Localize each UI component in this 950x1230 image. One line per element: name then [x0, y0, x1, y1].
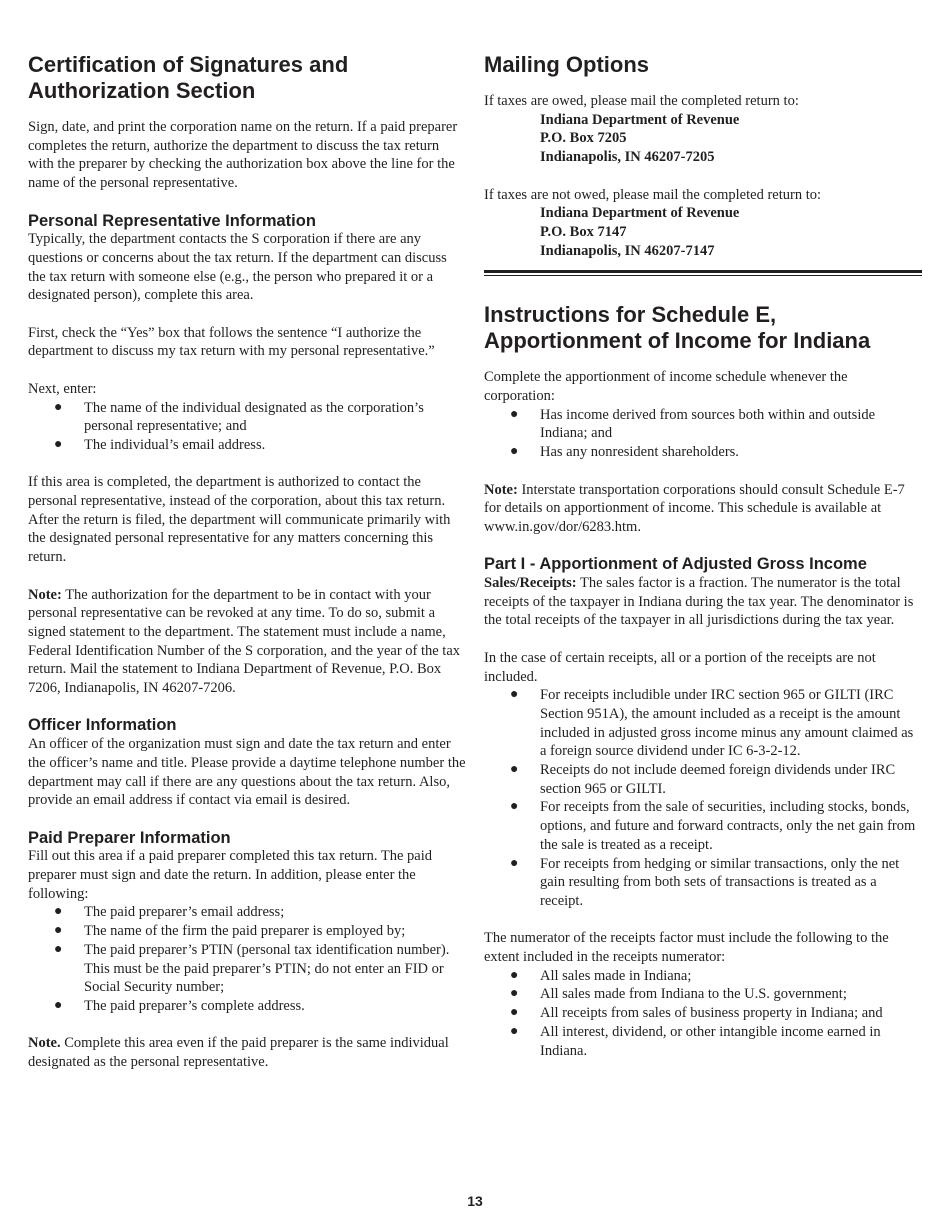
list-item: ● Has income derived from sources both within and outside Indiana; and	[510, 406, 876, 442]
schedule-e-intro: Complete the apportionment of income schedule whenever the corporation:	[484, 369, 848, 405]
list-item: ● All sales made in Indiana;	[510, 967, 692, 984]
schedule-e-heading: Instructions for Schedule E, Apportionment of Income for Indiana	[484, 302, 871, 354]
numerator-list	[484, 967, 922, 1061]
list-item: ● For receipts from hedging or similar transactions, only the net gain resulting from both sets of transactions is treated as a receipt.	[510, 855, 900, 909]
list-item: ● Has any nonresident shareholders.	[510, 444, 739, 461]
personal-representative-heading: Personal Representative Information	[28, 211, 316, 230]
officer-information-text: An officer of the organization must sign and date the tax return and enter the officer’s name and title. Please provide a daytime telephone number the department may call if there are any questions about the tax return. Also, provide an email address if contact via email is desired.	[28, 736, 466, 809]
personal-representative-contact-text: If this area is completed, the department is authorized to contact the personal representative, instead of the corporation, about this tax return. After the return is filed, the department will communicate primarily with the designated personal representative for any matters concerning this return.	[28, 474, 451, 566]
personal-representative-note: Note: The authorization for the department to be in contact with your personal representative can be revoked at any time. To do so, submit a signed statement to the department. The statement must include a name, Federal Identification Number of the S corporation, and the year of the tax return. Mail the statement to Indiana Department of Revenue, P.O. Box 7206, Indianapolis, IN 46207-7206.	[28, 586, 461, 697]
list-item: ● All interest, dividend, or other intangible income earned in Indiana.	[510, 1023, 881, 1059]
paid-preparer-text: Fill out this area if a paid preparer completed this tax return. The paid preparer must sign and date the return. In addition, please enter the following:	[28, 848, 432, 902]
list-item: ● The individual’s email address.	[54, 436, 266, 453]
list-item: ● All sales made from Indiana to the U.S. government;	[510, 986, 847, 1003]
numerator-text: The numerator of the receipts factor must include the following to the extent included in the receipts numerator:	[484, 930, 889, 966]
list-item: ● Receipts do not include deemed foreign dividends under IRC section 965 or GILTI.	[510, 762, 896, 797]
list-item: ● The paid preparer’s complete address.	[54, 997, 305, 1014]
mailing-options-heading: Mailing Options	[484, 52, 649, 77]
list-item: ● The name of the individual designated as the corporation’s personal representative; and	[54, 399, 424, 435]
sales-receipts-text: Sales/Receipts: The sales factor is a fraction. The numerator is the total receipts of the taxpayer in Indiana during the tax year. The denominator is the total receipts of the taxpayer in all jurisdictions during the tax year.	[484, 575, 914, 629]
personal-representative-list	[28, 399, 468, 455]
paid-preparer-list	[28, 903, 468, 1015]
list-item: ● For receipts includible under IRC section 965 or GILTI (IRC Section 951A), the amount included as a receipt is the amount included in adjusted gross income minus any amount claimed as a foreign source dividend under IC 6-3-2-12.	[510, 687, 914, 760]
certification-heading: Certification of Signatures and Authorization Section	[28, 52, 349, 103]
receipts-exclusions-list	[484, 686, 922, 910]
left-column	[28, 52, 468, 1072]
list-item: ● The name of the firm the paid preparer is employed by;	[54, 923, 406, 940]
section-divider	[484, 270, 922, 276]
personal-representative-checkbox-text: First, check the “Yes” box that follows the sentence “I authorize the department to discuss my tax return with my personal representative.”	[28, 324, 435, 360]
mailing-not-owed-address: Indiana Department of Revenue P.O. Box 7147 Indianapolis, IN 46207-7147	[540, 205, 740, 259]
certification-text: Sign, date, and print the corporation name on the return. If a paid preparer completes the return, authorize the department to discuss the tax return with the preparer by checking the authorization box above the line for the name of the personal representative.	[28, 119, 458, 192]
personal-representative-next-enter: Next, enter:	[28, 380, 97, 397]
paid-preparer-note: Note. Complete this area even if the paid preparer is the same individual designated as the personal representative.	[28, 1035, 449, 1071]
officer-information-heading: Officer Information	[28, 716, 177, 735]
paid-preparer-heading: Paid Preparer Information	[28, 828, 231, 847]
right-column	[484, 52, 922, 1060]
list-item: ● All receipts from sales of business property in Indiana; and	[510, 1005, 883, 1022]
page-number: 13	[467, 1193, 483, 1209]
list-item: ● For receipts from the sale of securities, including stocks, bonds, options, and future and forward contracts, only the net gain from the sale is treated as a receipt.	[510, 799, 916, 853]
mailing-not-owed-intro: If taxes are not owed, please mail the completed return to:	[484, 186, 821, 203]
mailing-owed-address: Indiana Department of Revenue P.O. Box 7205 Indianapolis, IN 46207-7205	[540, 111, 740, 166]
part-1-heading: Part I - Apportionment of Adjusted Gross Income	[484, 555, 867, 574]
mailing-owed-intro: If taxes are owed, please mail the completed return to:	[484, 93, 799, 109]
schedule-e-list	[484, 406, 922, 462]
schedule-e-note: Note: Interstate transportation corporations should consult Schedule E-7 for details on apportionment of income. This schedule is available at www.in.gov/dor/6283.htm.	[484, 481, 905, 535]
list-item: ● The paid preparer’s PTIN (personal tax identification number). This must be the paid preparer’s PTIN; do not enter an FID or Social Security number;	[54, 941, 450, 996]
personal-representative-intro: Typically, the department contacts the S corporation if there are any questions or concerns about the tax return. If the department can discuss the tax return with someone else (e.g., the person who prepared it or a designated person), complete this area.	[28, 231, 447, 304]
certain-receipts-text: In the case of certain receipts, all or a portion of the receipts are not included.	[484, 649, 876, 685]
list-item: ● The paid preparer’s email address;	[54, 904, 285, 921]
